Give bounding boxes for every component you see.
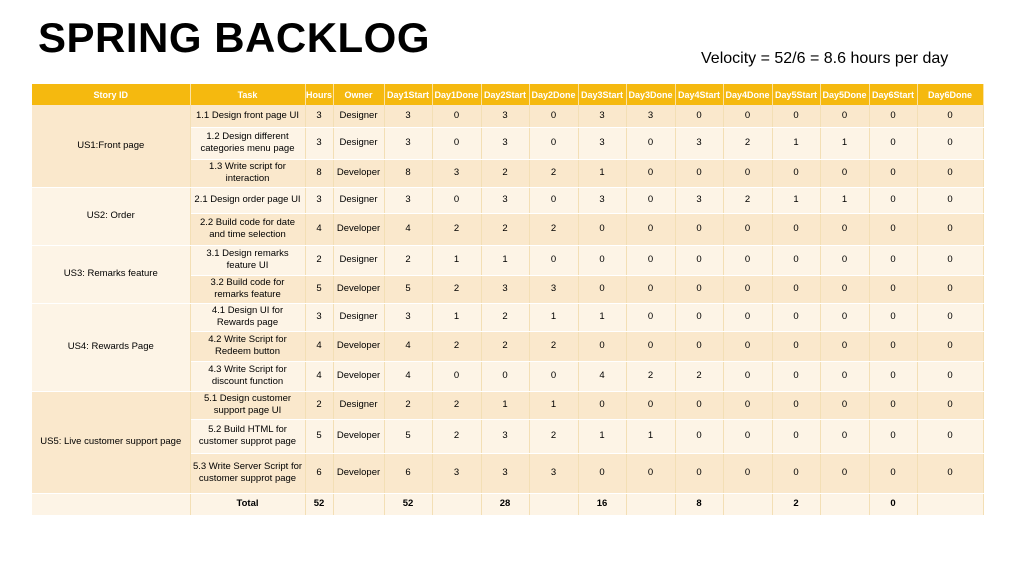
day-value-cell: 0 bbox=[869, 105, 917, 127]
task-cell: 4.1 Design UI for Rewards page bbox=[190, 303, 305, 331]
day-value-cell: 0 bbox=[626, 331, 675, 361]
total-day-cell: 52 bbox=[384, 493, 432, 515]
hours-cell: 6 bbox=[305, 453, 333, 493]
day-value-cell: 0 bbox=[820, 453, 869, 493]
day-value-cell: 0 bbox=[772, 303, 820, 331]
day-value-cell: 0 bbox=[675, 453, 723, 493]
day-value-cell: 0 bbox=[772, 275, 820, 303]
day-value-cell: 0 bbox=[578, 213, 626, 245]
day-value-cell: 0 bbox=[772, 213, 820, 245]
hours-cell: 5 bbox=[305, 419, 333, 453]
day-value-cell: 0 bbox=[869, 331, 917, 361]
day-value-cell: 0 bbox=[917, 213, 983, 245]
day-value-cell: 0 bbox=[772, 159, 820, 187]
story-id-cell: US4: Rewards Page bbox=[32, 303, 190, 391]
day-value-cell: 1 bbox=[578, 159, 626, 187]
day-value-cell: 2 bbox=[481, 213, 529, 245]
day-value-cell: 0 bbox=[772, 331, 820, 361]
total-day-cell bbox=[626, 493, 675, 515]
day-value-cell: 3 bbox=[481, 105, 529, 127]
day-value-cell: 2 bbox=[723, 127, 772, 159]
day-value-cell: 3 bbox=[432, 159, 481, 187]
day-value-cell: 0 bbox=[432, 361, 481, 391]
day-value-cell: 2 bbox=[529, 213, 578, 245]
day-value-cell: 0 bbox=[626, 159, 675, 187]
day-value-cell: 0 bbox=[820, 275, 869, 303]
day-value-cell: 0 bbox=[529, 127, 578, 159]
column-header: Day3Done bbox=[626, 84, 675, 105]
hours-cell: 4 bbox=[305, 361, 333, 391]
hours-cell: 3 bbox=[305, 303, 333, 331]
total-day-cell bbox=[432, 493, 481, 515]
day-value-cell: 0 bbox=[626, 391, 675, 419]
day-value-cell: 2 bbox=[384, 245, 432, 275]
day-value-cell: 0 bbox=[626, 213, 675, 245]
column-header: Day4Done bbox=[723, 84, 772, 105]
day-value-cell: 0 bbox=[578, 453, 626, 493]
story-id-cell: US1:Front page bbox=[32, 105, 190, 187]
day-value-cell: 3 bbox=[675, 127, 723, 159]
day-value-cell: 0 bbox=[820, 303, 869, 331]
day-value-cell: 6 bbox=[384, 453, 432, 493]
day-value-cell: 0 bbox=[772, 245, 820, 275]
total-day-cell: 0 bbox=[869, 493, 917, 515]
day-value-cell: 0 bbox=[917, 105, 983, 127]
column-header: Task bbox=[190, 84, 305, 105]
day-value-cell: 0 bbox=[675, 303, 723, 331]
day-value-cell: 3 bbox=[675, 187, 723, 213]
day-value-cell: 0 bbox=[723, 419, 772, 453]
total-day-cell: 2 bbox=[772, 493, 820, 515]
day-value-cell: 1 bbox=[820, 187, 869, 213]
column-header: Day5Done bbox=[820, 84, 869, 105]
day-value-cell: 0 bbox=[626, 127, 675, 159]
day-value-cell: 0 bbox=[723, 331, 772, 361]
hours-cell: 8 bbox=[305, 159, 333, 187]
owner-cell: Designer bbox=[333, 105, 384, 127]
day-value-cell: 3 bbox=[529, 453, 578, 493]
day-value-cell: 2 bbox=[481, 303, 529, 331]
hours-cell: 3 bbox=[305, 105, 333, 127]
hours-cell: 3 bbox=[305, 187, 333, 213]
day-value-cell: 3 bbox=[481, 127, 529, 159]
day-value-cell: 2 bbox=[529, 159, 578, 187]
task-cell: 2.2 Build code for date and time selection bbox=[190, 213, 305, 245]
day-value-cell: 3 bbox=[578, 187, 626, 213]
table-row bbox=[32, 391, 983, 419]
owner-cell: Designer bbox=[333, 391, 384, 419]
day-value-cell: 1 bbox=[772, 187, 820, 213]
owner-cell: Designer bbox=[333, 187, 384, 213]
day-value-cell: 5 bbox=[384, 419, 432, 453]
day-value-cell: 5 bbox=[384, 275, 432, 303]
backlog-body bbox=[32, 105, 983, 515]
day-value-cell: 2 bbox=[481, 159, 529, 187]
total-day-cell: 8 bbox=[675, 493, 723, 515]
total-empty-cell bbox=[32, 493, 190, 515]
day-value-cell: 0 bbox=[578, 331, 626, 361]
day-value-cell: 0 bbox=[772, 361, 820, 391]
task-cell: 2.1 Design order page UI bbox=[190, 187, 305, 213]
task-cell: 4.3 Write Script for discount function bbox=[190, 361, 305, 391]
day-value-cell: 3 bbox=[432, 453, 481, 493]
day-value-cell: 0 bbox=[917, 187, 983, 213]
day-value-cell: 1 bbox=[432, 303, 481, 331]
day-value-cell: 0 bbox=[917, 391, 983, 419]
day-value-cell: 0 bbox=[626, 187, 675, 213]
task-cell: 1.2 Design different categories menu page bbox=[190, 127, 305, 159]
column-header: Day6Done bbox=[917, 84, 983, 105]
day-value-cell: 0 bbox=[578, 245, 626, 275]
day-value-cell: 1 bbox=[626, 419, 675, 453]
day-value-cell: 1 bbox=[820, 127, 869, 159]
column-header: Day6Start bbox=[869, 84, 917, 105]
column-header: Day1Done bbox=[432, 84, 481, 105]
story-id-cell: US3: Remarks feature bbox=[32, 245, 190, 303]
day-value-cell: 1 bbox=[481, 391, 529, 419]
day-value-cell: 0 bbox=[917, 245, 983, 275]
task-cell: 5.2 Build HTML for customer supprot page bbox=[190, 419, 305, 453]
total-day-cell bbox=[820, 493, 869, 515]
day-value-cell: 3 bbox=[384, 187, 432, 213]
day-value-cell: 3 bbox=[578, 105, 626, 127]
day-value-cell: 0 bbox=[869, 275, 917, 303]
day-value-cell: 2 bbox=[384, 391, 432, 419]
task-cell: 1.3 Write script for interaction bbox=[190, 159, 305, 187]
total-day-cell: 28 bbox=[481, 493, 529, 515]
day-value-cell: 0 bbox=[820, 419, 869, 453]
column-header: Hours bbox=[305, 84, 333, 105]
day-value-cell: 0 bbox=[675, 275, 723, 303]
owner-cell: Developer bbox=[333, 453, 384, 493]
day-value-cell: 3 bbox=[384, 105, 432, 127]
column-header: Day4Start bbox=[675, 84, 723, 105]
day-value-cell: 0 bbox=[772, 391, 820, 419]
day-value-cell: 0 bbox=[917, 331, 983, 361]
day-value-cell: 0 bbox=[675, 245, 723, 275]
column-header: Story ID bbox=[32, 84, 190, 105]
day-value-cell: 0 bbox=[820, 245, 869, 275]
day-value-cell: 0 bbox=[820, 391, 869, 419]
day-value-cell: 0 bbox=[869, 303, 917, 331]
day-value-cell: 0 bbox=[820, 159, 869, 187]
day-value-cell: 2 bbox=[432, 213, 481, 245]
owner-cell: Developer bbox=[333, 331, 384, 361]
story-id-cell: US2: Order bbox=[32, 187, 190, 245]
table-row bbox=[32, 245, 983, 275]
day-value-cell: 0 bbox=[772, 453, 820, 493]
day-value-cell: 0 bbox=[917, 453, 983, 493]
day-value-cell: 0 bbox=[626, 275, 675, 303]
day-value-cell: 0 bbox=[675, 331, 723, 361]
day-value-cell: 0 bbox=[869, 453, 917, 493]
day-value-cell: 0 bbox=[723, 245, 772, 275]
day-value-cell: 0 bbox=[626, 303, 675, 331]
hours-cell: 2 bbox=[305, 391, 333, 419]
day-value-cell: 1 bbox=[481, 245, 529, 275]
day-value-cell: 2 bbox=[481, 331, 529, 361]
total-day-cell: 16 bbox=[578, 493, 626, 515]
day-value-cell: 0 bbox=[675, 391, 723, 419]
day-value-cell: 0 bbox=[869, 187, 917, 213]
day-value-cell: 0 bbox=[869, 213, 917, 245]
day-value-cell: 0 bbox=[917, 159, 983, 187]
day-value-cell: 2 bbox=[626, 361, 675, 391]
owner-cell: Designer bbox=[333, 127, 384, 159]
day-value-cell: 3 bbox=[481, 419, 529, 453]
day-value-cell: 2 bbox=[723, 187, 772, 213]
day-value-cell: 0 bbox=[529, 187, 578, 213]
day-value-cell: 0 bbox=[626, 453, 675, 493]
day-value-cell: 0 bbox=[529, 245, 578, 275]
day-value-cell: 0 bbox=[917, 275, 983, 303]
day-value-cell: 4 bbox=[384, 213, 432, 245]
hours-cell: 4 bbox=[305, 331, 333, 361]
day-value-cell: 0 bbox=[917, 419, 983, 453]
day-value-cell: 0 bbox=[675, 159, 723, 187]
day-value-cell: 1 bbox=[578, 419, 626, 453]
total-hours: 52 bbox=[305, 493, 333, 515]
table-row bbox=[32, 187, 983, 213]
total-label: Total bbox=[190, 493, 305, 515]
day-value-cell: 0 bbox=[578, 391, 626, 419]
day-value-cell: 3 bbox=[384, 127, 432, 159]
day-value-cell: 0 bbox=[917, 361, 983, 391]
table-row bbox=[32, 105, 983, 127]
day-value-cell: 0 bbox=[723, 105, 772, 127]
day-value-cell: 0 bbox=[723, 275, 772, 303]
day-value-cell: 0 bbox=[772, 419, 820, 453]
day-value-cell: 0 bbox=[723, 391, 772, 419]
day-value-cell: 1 bbox=[432, 245, 481, 275]
day-value-cell: 3 bbox=[529, 275, 578, 303]
day-value-cell: 8 bbox=[384, 159, 432, 187]
day-value-cell: 0 bbox=[723, 159, 772, 187]
total-row bbox=[32, 493, 983, 515]
task-cell: 1.1 Design front page UI bbox=[190, 105, 305, 127]
day-value-cell: 0 bbox=[578, 275, 626, 303]
total-day-cell bbox=[529, 493, 578, 515]
day-value-cell: 0 bbox=[772, 105, 820, 127]
story-id-cell: US5: Live customer support page bbox=[32, 391, 190, 493]
owner-cell: Developer bbox=[333, 361, 384, 391]
column-header: Owner bbox=[333, 84, 384, 105]
day-value-cell: 0 bbox=[432, 105, 481, 127]
day-value-cell: 0 bbox=[869, 419, 917, 453]
day-value-cell: 2 bbox=[432, 275, 481, 303]
day-value-cell: 0 bbox=[723, 303, 772, 331]
day-value-cell: 3 bbox=[481, 187, 529, 213]
day-value-cell: 4 bbox=[578, 361, 626, 391]
column-header: Day2Start bbox=[481, 84, 529, 105]
task-cell: 3.1 Design remarks feature UI bbox=[190, 245, 305, 275]
day-value-cell: 0 bbox=[869, 127, 917, 159]
task-cell: 3.2 Build code for remarks feature bbox=[190, 275, 305, 303]
day-value-cell: 0 bbox=[820, 361, 869, 391]
header-row bbox=[32, 84, 983, 105]
backlog-table bbox=[32, 84, 984, 516]
day-value-cell: 2 bbox=[675, 361, 723, 391]
day-value-cell: 2 bbox=[432, 331, 481, 361]
day-value-cell: 0 bbox=[869, 361, 917, 391]
hours-cell: 4 bbox=[305, 213, 333, 245]
day-value-cell: 0 bbox=[432, 187, 481, 213]
owner-cell: Developer bbox=[333, 159, 384, 187]
column-header: Day5Start bbox=[772, 84, 820, 105]
task-cell: 5.3 Write Server Script for customer supprot page bbox=[190, 453, 305, 493]
day-value-cell: 1 bbox=[772, 127, 820, 159]
total-day-cell bbox=[723, 493, 772, 515]
hours-cell: 3 bbox=[305, 127, 333, 159]
day-value-cell: 0 bbox=[820, 213, 869, 245]
day-value-cell: 2 bbox=[529, 331, 578, 361]
day-value-cell: 0 bbox=[820, 331, 869, 361]
hours-cell: 5 bbox=[305, 275, 333, 303]
day-value-cell: 0 bbox=[917, 127, 983, 159]
day-value-cell: 1 bbox=[529, 391, 578, 419]
owner-cell: Designer bbox=[333, 303, 384, 331]
day-value-cell: 1 bbox=[578, 303, 626, 331]
day-value-cell: 4 bbox=[384, 361, 432, 391]
day-value-cell: 0 bbox=[675, 105, 723, 127]
day-value-cell: 3 bbox=[626, 105, 675, 127]
owner-cell: Developer bbox=[333, 275, 384, 303]
day-value-cell: 4 bbox=[384, 331, 432, 361]
day-value-cell: 0 bbox=[869, 245, 917, 275]
day-value-cell: 0 bbox=[626, 245, 675, 275]
day-value-cell: 0 bbox=[529, 361, 578, 391]
task-cell: 4.2 Write Script for Redeem button bbox=[190, 331, 305, 361]
column-header: Day3Start bbox=[578, 84, 626, 105]
day-value-cell: 0 bbox=[723, 213, 772, 245]
day-value-cell: 0 bbox=[869, 159, 917, 187]
day-value-cell: 3 bbox=[481, 275, 529, 303]
day-value-cell: 3 bbox=[384, 303, 432, 331]
day-value-cell: 0 bbox=[917, 303, 983, 331]
day-value-cell: 3 bbox=[481, 453, 529, 493]
page-title: SPRING BACKLOG bbox=[38, 14, 431, 61]
table-row bbox=[32, 303, 983, 331]
column-header: Day1Start bbox=[384, 84, 432, 105]
owner-cell: Developer bbox=[333, 213, 384, 245]
day-value-cell: 2 bbox=[432, 391, 481, 419]
owner-cell: Designer bbox=[333, 245, 384, 275]
hours-cell: 2 bbox=[305, 245, 333, 275]
day-value-cell: 2 bbox=[432, 419, 481, 453]
day-value-cell: 0 bbox=[481, 361, 529, 391]
day-value-cell: 0 bbox=[432, 127, 481, 159]
day-value-cell: 1 bbox=[529, 303, 578, 331]
day-value-cell: 3 bbox=[578, 127, 626, 159]
day-value-cell: 0 bbox=[723, 361, 772, 391]
day-value-cell: 0 bbox=[675, 419, 723, 453]
velocity-text: Velocity = 52/6 = 8.6 hours per day bbox=[701, 50, 949, 67]
day-value-cell: 0 bbox=[820, 105, 869, 127]
day-value-cell: 0 bbox=[675, 213, 723, 245]
day-value-cell: 2 bbox=[529, 419, 578, 453]
day-value-cell: 0 bbox=[723, 453, 772, 493]
day-value-cell: 0 bbox=[529, 105, 578, 127]
total-empty-cell bbox=[333, 493, 384, 515]
column-header: Day2Done bbox=[529, 84, 578, 105]
total-day-cell bbox=[917, 493, 983, 515]
task-cell: 5.1 Design customer support page UI bbox=[190, 391, 305, 419]
day-value-cell: 0 bbox=[869, 391, 917, 419]
owner-cell: Developer bbox=[333, 419, 384, 453]
